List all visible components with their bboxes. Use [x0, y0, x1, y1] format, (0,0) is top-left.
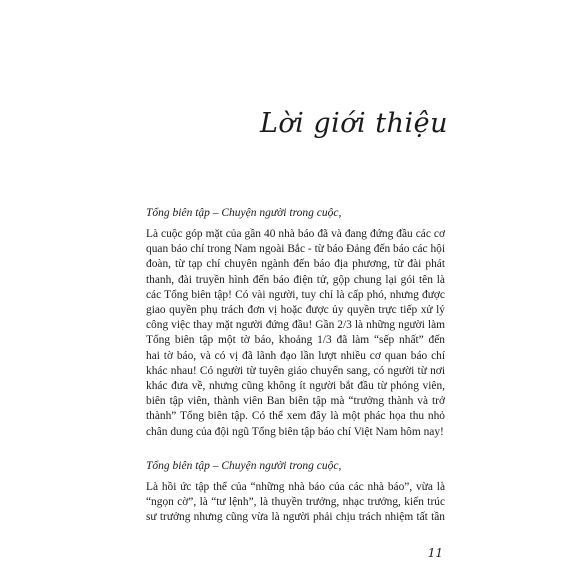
- paragraph-line: khác đưa về, nhưng cũng không ít người bắt đầu từ phóng viên,: [146, 380, 445, 393]
- section-paragraph: [146, 227, 445, 440]
- section-subtitle: Tổng biên tập – Chuyện người trong cuộc,: [146, 207, 342, 219]
- paragraph-line: thanh, đài truyền hình đến báo điện tử, gộp chung lại gói tên là: [146, 273, 445, 286]
- paragraph-line: đoàn, từ tạp chí chuyên ngành đến báo địa phương, từ đài phát: [146, 258, 445, 271]
- page-title: Lời giới thiệu: [259, 108, 448, 139]
- paragraph-line: khác nhau! Có người từ tuyên giáo chuyển sang, có người từ nơi: [146, 364, 445, 377]
- paragraph-line: “ngọn cờ”, là “tư lệnh”, là thuyền trưởng, nhạc trưởng, kiến trúc: [146, 496, 445, 509]
- paragraph-line: Là cuộc góp mặt của gần 40 nhà báo đã và đang đứng đầu các cơ: [146, 228, 445, 240]
- paragraph-line: quan báo chí trong Nam ngoài Bắc - từ báo Đảng đến báo các hội: [146, 243, 445, 256]
- paragraph-line: Tổng biên tập một tờ báo, khoảng 1/3 đã làm “sếp nhất” đến: [146, 334, 445, 347]
- paragraph-line: các Tổng biên tập! Có vài người, tuy chỉ là cấp phó, nhưng được: [146, 288, 445, 301]
- section-subtitle: Tổng biên tập – Chuyện người trong cuộc,: [146, 460, 342, 472]
- paragraph-line: giao quyền phụ trách đơn vị hoặc được ủy quyền trực tiếp xử lý: [146, 304, 445, 317]
- paragraph-line: thành” Tổng biên tập. Có thể xem đây là một phác họa thu nhỏ: [146, 410, 445, 423]
- paragraph-line: chân dung của đội ngũ Tổng biên tập báo chí Việt Nam hôm nay!: [146, 425, 444, 438]
- intro-section-2: [146, 459, 445, 526]
- paragraph-line: hai tờ báo, và có vị đã lãnh đạo lần lượt nhiều cơ quan báo chí: [146, 349, 445, 362]
- paragraph-line: Là hồi ức tập thể của “những nhà báo của các nhà báo”, vừa là: [146, 481, 445, 493]
- paragraph-line: công việc thay mặt người đứng đầu! Gần 2/3 là những người làm: [146, 319, 445, 332]
- page-number: 11: [427, 546, 443, 560]
- paragraph-line: biên tập viên, thành viên Ban biên tập mà “trưởng thành và trở: [146, 395, 445, 408]
- intro-section-1: [146, 206, 445, 440]
- section-paragraph: [146, 480, 445, 526]
- paragraph-line: sư trưởng nhưng cũng vừa là người phải chịu trách nhiệm tất tần: [146, 511, 445, 524]
